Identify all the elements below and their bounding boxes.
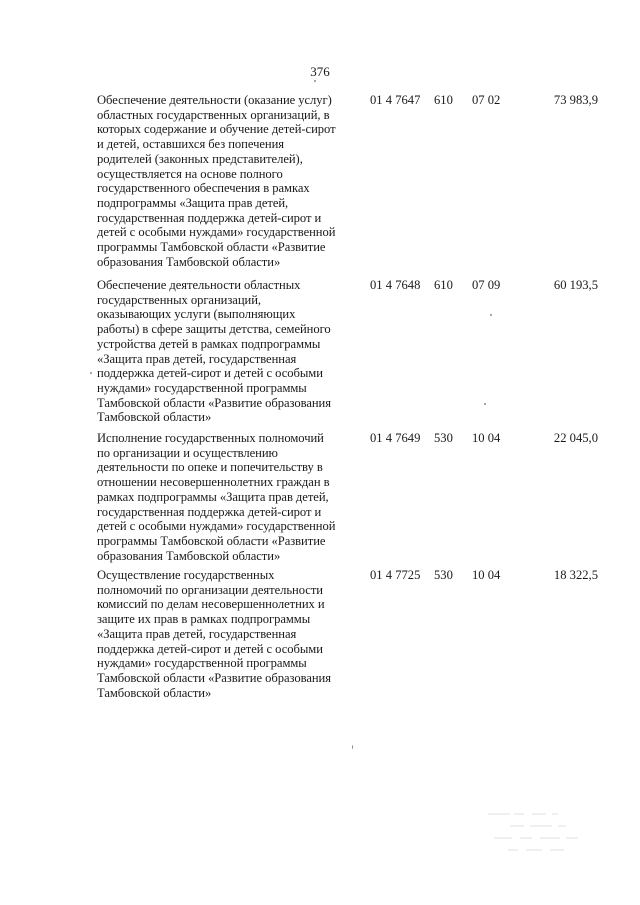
description-line: Тамбовской области»	[97, 685, 212, 700]
budget-table	[0, 93, 640, 713]
scan-speck	[490, 314, 492, 316]
description-line: Обеспечение деятельности областных	[97, 278, 301, 292]
description-line: Обеспечение деятельности (оказание услуг)	[97, 93, 332, 107]
description-line: «Защита прав детей, государственная	[97, 351, 297, 366]
expense-type-code: 610	[434, 278, 453, 292]
description-line: «Защита прав детей, государственная	[97, 626, 297, 641]
description-line: полномочий по организации деятельности	[97, 582, 323, 597]
target-article-code: 01 4 7648	[370, 278, 421, 292]
scan-speck	[314, 80, 316, 82]
description-line: комиссий по делам несовершеннолетних и	[97, 597, 325, 612]
description-line: Исполнение государственных полномочий	[97, 431, 324, 445]
description-line: Тамбовской области «Развитие образования	[97, 395, 331, 410]
description-line: подпрограммы «Защита прав детей,	[97, 195, 289, 210]
section-subsection-code: 07 09	[472, 278, 501, 292]
page-number: 376	[310, 64, 330, 79]
target-article-code: 01 4 7649	[370, 431, 421, 445]
description-line: поддержка детей-сирот и детей с особыми	[97, 366, 323, 381]
expense-type-code: 530	[434, 431, 453, 445]
description-line: государственного обеспечения в рамках	[97, 181, 310, 196]
description-line: и детей, оставшихся без попечения	[97, 137, 285, 152]
scan-speck	[352, 745, 353, 749]
description-line: государственных организаций,	[97, 292, 261, 307]
amount-value: 60 193,5	[553, 278, 598, 292]
description-line: родителей (законных представителей),	[97, 151, 303, 166]
description-line: образования Тамбовской области»	[97, 254, 281, 269]
description-line: по организации и осуществлению	[97, 445, 278, 460]
description-line: областных государственных организаций, в	[97, 107, 330, 122]
description-line: отношении несовершеннолетних граждан в	[97, 475, 330, 490]
description-line: оказывающих услуги (выполняющих	[97, 307, 296, 322]
description-line: поддержка детей-сирот и детей с особыми	[97, 641, 323, 656]
amount-value: 73 983,9	[553, 93, 598, 107]
description-line: деятельности по опеке и попечительству в	[97, 460, 323, 475]
description-line: детей с особыми нуждами» государственной	[97, 519, 336, 534]
description-line: которых содержание и обучение детей-сирот	[97, 122, 336, 137]
description-line: образования Тамбовской области»	[97, 548, 281, 563]
description-line: государственная поддержка детей-сирот и	[97, 210, 322, 225]
description-line: программы Тамбовской области «Развитие	[97, 533, 326, 548]
section-subsection-code: 07 02	[472, 93, 501, 107]
description-line: Осуществление государственных	[97, 568, 275, 582]
description-line: работы) в сфере защиты детства, семейного	[97, 322, 331, 337]
amount-value: 18 322,5	[553, 568, 598, 582]
faded-stamp-mark	[480, 800, 600, 860]
description-line: Тамбовской области»	[97, 410, 212, 425]
description-line: программы Тамбовской области «Развитие	[97, 240, 326, 255]
target-article-code: 01 4 7725	[370, 568, 421, 582]
description-line: устройства детей в рамках подпрограммы	[97, 336, 321, 351]
section-subsection-code: 10 04	[472, 568, 501, 582]
description-line: государственная поддержка детей-сирот и	[97, 504, 322, 519]
row-description	[97, 278, 362, 425]
expense-type-code: 530	[434, 568, 453, 582]
description-line: нуждами» государственной программы	[97, 656, 307, 671]
row-description	[97, 93, 362, 269]
amount-value: 22 045,0	[553, 431, 598, 445]
scan-speck	[90, 372, 92, 374]
expense-type-code: 610	[434, 93, 453, 107]
description-line: нуждами» государственной программы	[97, 380, 307, 395]
description-line: Тамбовской области «Развитие образования	[97, 670, 331, 685]
target-article-code: 01 4 7647	[370, 93, 421, 107]
description-line: защите их прав в рамках подпрограммы	[97, 612, 311, 627]
scan-speck	[484, 403, 486, 405]
row-description	[97, 431, 362, 563]
description-line: рамках подпрограммы «Защита прав детей,	[97, 489, 329, 504]
row-description	[97, 568, 362, 700]
description-line: осуществляется на основе полного	[97, 166, 283, 181]
section-subsection-code: 10 04	[472, 431, 501, 445]
description-line: детей с особыми нуждами» государственной	[97, 225, 336, 240]
